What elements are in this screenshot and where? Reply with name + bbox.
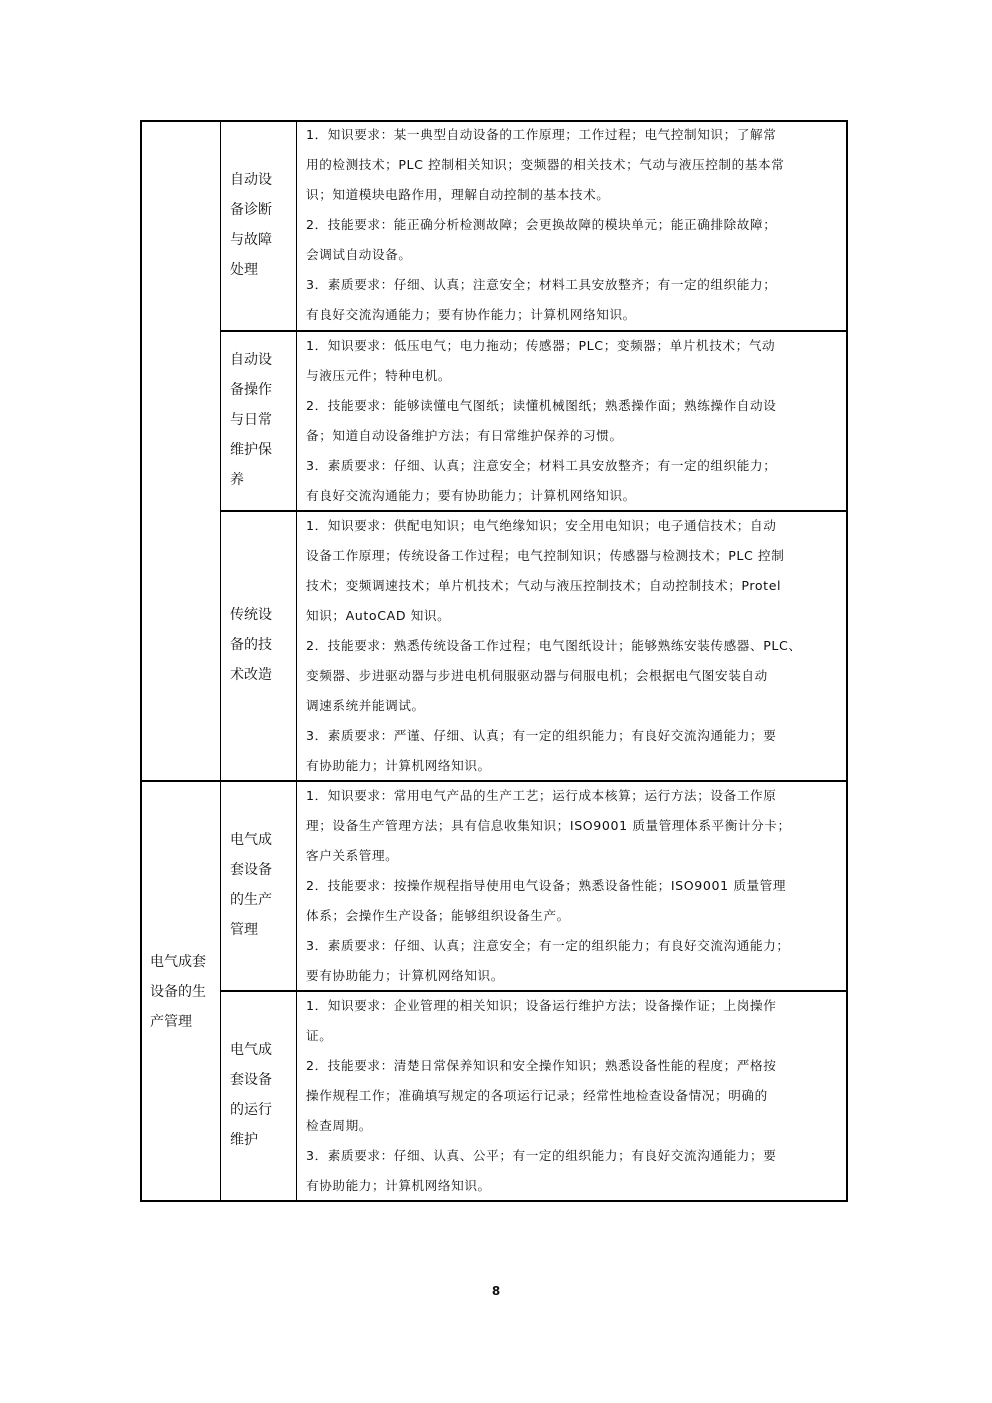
- subcategory-line: 的生产: [230, 892, 272, 908]
- subcategory-line: 养: [230, 472, 244, 488]
- subcategory-cell-renovation: [230, 600, 296, 690]
- requirement-line: 2．技能要求：能正确分析检测故障；会更换故障的模块单元；能正确排除故障；: [306, 217, 777, 232]
- requirement-line: 3．素质要求：仔细、认真、公平；有一定的组织能力；有良好交流沟通能力；要: [306, 1148, 777, 1163]
- requirement-line: 1．知识要求：常用电气产品的生产工艺；运行成本核算；运行方法；设备工作原: [306, 788, 777, 803]
- subcategory-line: 自动设: [230, 172, 272, 188]
- requirement-line: 3．素质要求：仔细、认真；注意安全；有一定的组织能力；有良好交流沟通能力；: [306, 938, 790, 953]
- subcategory-line: 备的技: [230, 637, 272, 653]
- requirement-line: 识；知道模块电路作用，理解自动控制的基本技术。: [306, 187, 610, 202]
- requirement-line: 会调试自动设备。: [306, 247, 412, 262]
- category-line: 设备的生: [150, 984, 206, 1000]
- requirement-line: 证。: [306, 1028, 333, 1043]
- requirement-line: 理；设备生产管理方法；具有信息收集知识；ISO9001 质量管理体系平衡计分卡；: [306, 818, 791, 833]
- requirement-line: 有良好交流沟通能力；要有协助能力；计算机网络知识。: [306, 488, 636, 503]
- requirement-line: 与液压元件；特种电机。: [306, 368, 452, 383]
- table-border-left: [140, 120, 142, 1202]
- requirement-line: 设备工作原理；传统设备工作过程；电气控制知识；传感器与检测技术；PLC 控制: [306, 548, 785, 563]
- requirements-cell-maintenance: [306, 991, 844, 1201]
- subcategory-line: 的运行: [230, 1102, 272, 1118]
- subcategory-line: 管理: [230, 922, 258, 938]
- requirement-line: 1．知识要求：供配电知识；电气绝缘知识；安全用电知识；电子通信技术；自动: [306, 518, 777, 533]
- requirement-line: 体系；会操作生产设备；能够组织设备生产。: [306, 908, 570, 923]
- subcategory-line: 处理: [230, 262, 258, 278]
- subcategory-line: 与故障: [230, 232, 272, 248]
- requirement-line: 2．技能要求：清楚日常保养知识和安全操作知识；熟悉设备性能的程度；严格按: [306, 1058, 777, 1073]
- requirement-line: 1．知识要求：某一典型自动设备的工作原理；工作过程；电气控制知识；了解常: [306, 127, 777, 142]
- subcategory-line: 备操作: [230, 382, 272, 398]
- requirement-line: 有协助能力；计算机网络知识。: [306, 758, 491, 773]
- requirement-line: 技术；变频调速技术；单片机技术；气动与液压控制技术；自动控制技术；Protel: [306, 578, 782, 593]
- category-cell-electrical-production: [150, 947, 220, 1037]
- requirement-line: 3．素质要求：仔细、认真；注意安全；材料工具安放整齐；有一定的组织能力；: [306, 277, 777, 292]
- requirement-line: 调速系统并能调试。: [306, 698, 425, 713]
- requirement-line: 变频器、步进驱动器与步进电机伺服驱动器与伺服电机；会根据电气图安装自动: [306, 668, 768, 683]
- requirement-line: 1．知识要求：低压电气；电力拖动；传感器；PLC；变频器；单片机技术；气动: [306, 338, 776, 353]
- requirement-line: 2．技能要求：熟悉传统设备工作过程；电气图纸设计；能够熟练安装传感器、PLC、: [306, 638, 802, 653]
- requirement-line: 2．技能要求：能够读懂电气图纸；读懂机械图纸；熟悉操作面；熟练操作自动设: [306, 398, 777, 413]
- subcategory-line: 备诊断: [230, 202, 272, 218]
- subcategory-line: 电气成: [230, 1042, 272, 1058]
- subcategory-line: 术改造: [230, 667, 272, 683]
- requirements-cell-production-management: [306, 781, 844, 991]
- requirement-line: 有良好交流沟通能力；要有协作能力；计算机网络知识。: [306, 307, 636, 322]
- requirement-line: 1．知识要求：企业管理的相关知识；设备运行维护方法；设备操作证；上岗操作: [306, 998, 777, 1013]
- requirement-line: 要有协助能力；计算机网络知识。: [306, 968, 504, 983]
- subcategory-line: 套设备: [230, 1072, 272, 1088]
- subcategory-cell-operation: [230, 345, 296, 495]
- requirement-line: 有协助能力；计算机网络知识。: [306, 1178, 491, 1193]
- subcategory-line: 套设备: [230, 862, 272, 878]
- category-line: 产管理: [150, 1014, 192, 1030]
- requirement-line: 操作规程工作；准确填写规定的各项运行记录；经常性地检查设备情况；明确的: [306, 1088, 768, 1103]
- requirement-line: 客户关系管理。: [306, 848, 399, 863]
- page-number: 8: [491, 1284, 501, 1298]
- subcategory-line: 自动设: [230, 352, 272, 368]
- subcategory-line: 与日常: [230, 412, 272, 428]
- requirement-line: 检查周期。: [306, 1118, 372, 1133]
- requirement-line: 2．技能要求：按操作规程指导使用电气设备；熟悉设备性能；ISO9001 质量管理: [306, 878, 787, 893]
- subcategory-line: 维护: [230, 1132, 258, 1148]
- competency-table: [140, 120, 848, 1202]
- category-line: 电气成套: [150, 954, 206, 970]
- subcategory-line: 维护保: [230, 442, 272, 458]
- requirement-line: 备；知道自动设备维护方法；有日常维护保养的习惯。: [306, 428, 623, 443]
- requirements-cell-operation: [306, 331, 844, 511]
- subcategory-cell-diagnosis: [230, 165, 296, 285]
- requirement-line: 3．素质要求：严谨、仔细、认真；有一定的组织能力；有良好交流沟通能力；要: [306, 728, 777, 743]
- table-divider-col2: [296, 120, 297, 1202]
- table-divider-col1: [220, 120, 221, 1202]
- subcategory-line: 电气成: [230, 832, 272, 848]
- requirements-cell-renovation: [306, 511, 844, 781]
- subcategory-cell-maintenance: [230, 1035, 296, 1155]
- subcategory-cell-production-management: [230, 825, 296, 945]
- requirements-cell-diagnosis: [306, 120, 844, 330]
- requirement-line: 用的检测技术；PLC 控制相关知识；变频器的相关技术；气动与液压控制的基本常: [306, 157, 785, 172]
- subcategory-line: 传统设: [230, 607, 272, 623]
- requirement-line: 3．素质要求：仔细、认真；注意安全；材料工具安放整齐；有一定的组织能力；: [306, 458, 777, 473]
- requirement-line: 知识；AutoCAD 知识。: [306, 608, 451, 623]
- table-border-right: [846, 120, 848, 1202]
